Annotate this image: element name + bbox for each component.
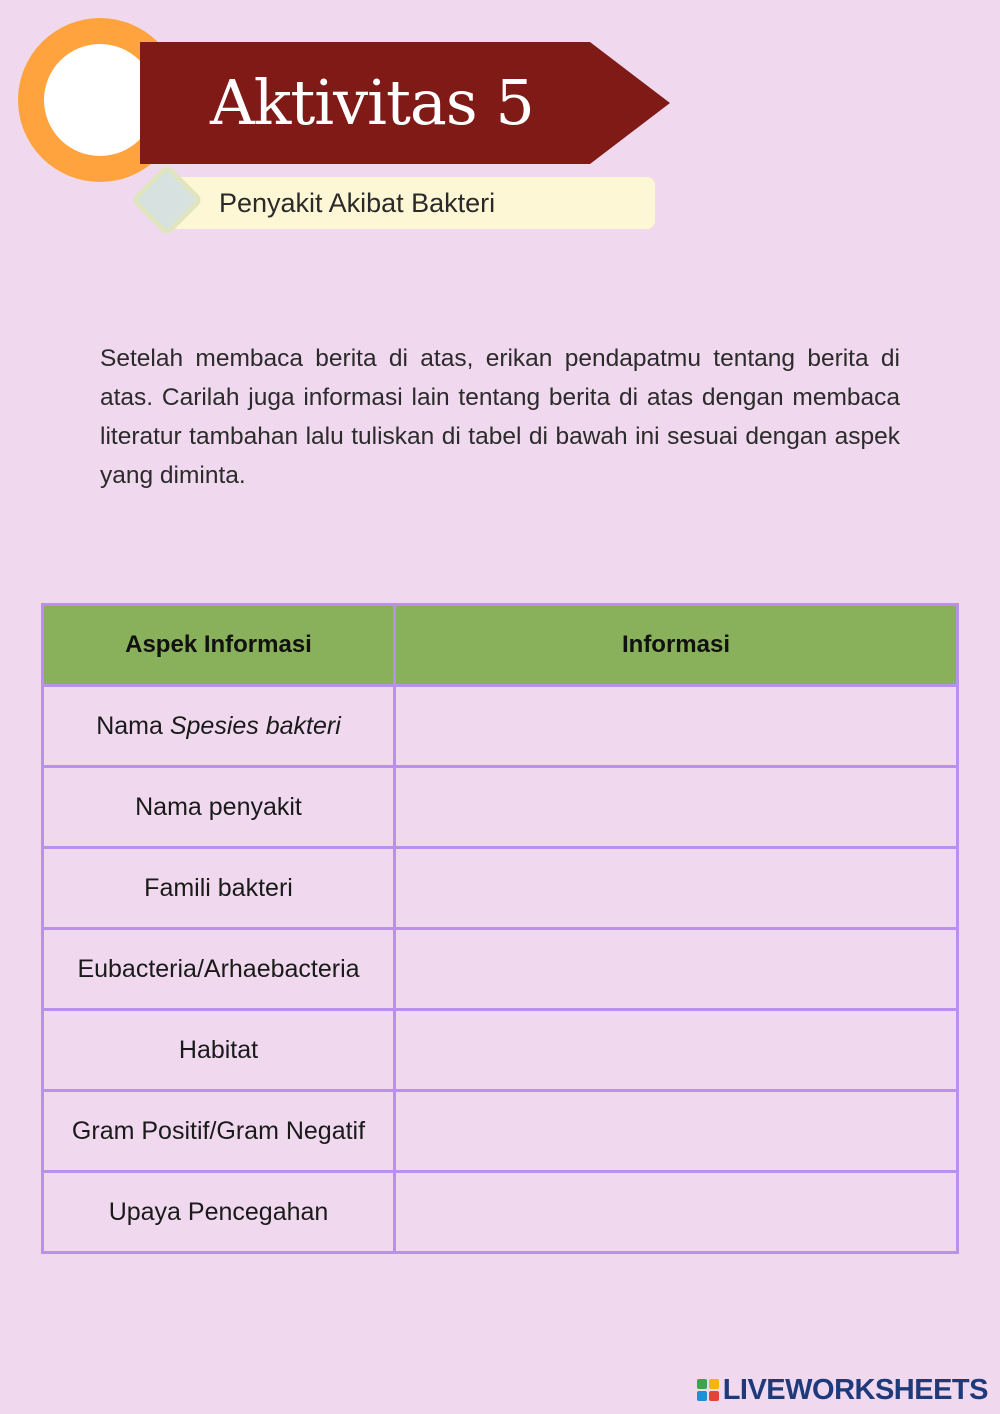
aspect-cell bbox=[43, 1172, 395, 1253]
answer-cell[interactable] bbox=[395, 929, 958, 1010]
logo-text: LIVEWORKSHEETS bbox=[722, 1373, 988, 1406]
aspect-label: Nama bbox=[96, 711, 170, 740]
answer-cell[interactable] bbox=[395, 1010, 958, 1091]
aspect-label: Famili bakteri bbox=[144, 873, 293, 902]
answer-cell[interactable] bbox=[395, 1091, 958, 1172]
information-table bbox=[41, 603, 959, 1254]
table-row bbox=[43, 929, 958, 1010]
aspect-label: Eubacteria/Arhaebacteria bbox=[77, 954, 360, 983]
aspect-cell bbox=[43, 686, 395, 767]
page-title: Aktivitas 5 bbox=[210, 66, 534, 139]
aspect-label-italic: Spesies bakteri bbox=[169, 711, 341, 740]
aspect-cell bbox=[43, 1091, 395, 1172]
table-row bbox=[43, 767, 958, 848]
title-badge-center bbox=[44, 44, 156, 156]
instructions-text: Setelah membaca berita di atas, erikan pendapatmu tentang berita di atas. Carilah juga informasi lain tentang berita di atas dengan membaca literatur tambahan lalu tuliskan di tabel di bawah ini sesuai dengan aspek yang diminta. bbox=[100, 344, 900, 489]
table-row bbox=[43, 686, 958, 767]
answer-cell[interactable] bbox=[395, 686, 958, 767]
header-aspek: Aspek Informasi bbox=[43, 605, 395, 686]
aspect-cell bbox=[43, 929, 395, 1010]
answer-cell[interactable] bbox=[395, 1172, 958, 1253]
aspect-label: Upaya Pencegahan bbox=[108, 1197, 329, 1226]
aspect-cell bbox=[43, 767, 395, 848]
header-informasi: Informasi bbox=[395, 605, 958, 686]
aspect-cell bbox=[43, 1010, 395, 1091]
table-row bbox=[43, 848, 958, 929]
answer-cell[interactable] bbox=[395, 767, 958, 848]
liveworksheets-logo bbox=[697, 1372, 988, 1408]
answer-cell[interactable] bbox=[395, 848, 958, 929]
aspect-label: Habitat bbox=[178, 1035, 259, 1064]
page-subtitle: Penyakit Akibat Bakteri bbox=[219, 188, 496, 218]
table-row bbox=[43, 1172, 958, 1253]
aspect-label: Gram Positif/Gram Negatif bbox=[71, 1116, 366, 1145]
table-row bbox=[43, 1091, 958, 1172]
aspect-cell bbox=[43, 848, 395, 929]
table-header-row bbox=[43, 605, 958, 686]
table-row bbox=[43, 1010, 958, 1091]
logo-grid-icon bbox=[697, 1379, 719, 1401]
aspect-label: Nama penyakit bbox=[135, 792, 302, 821]
